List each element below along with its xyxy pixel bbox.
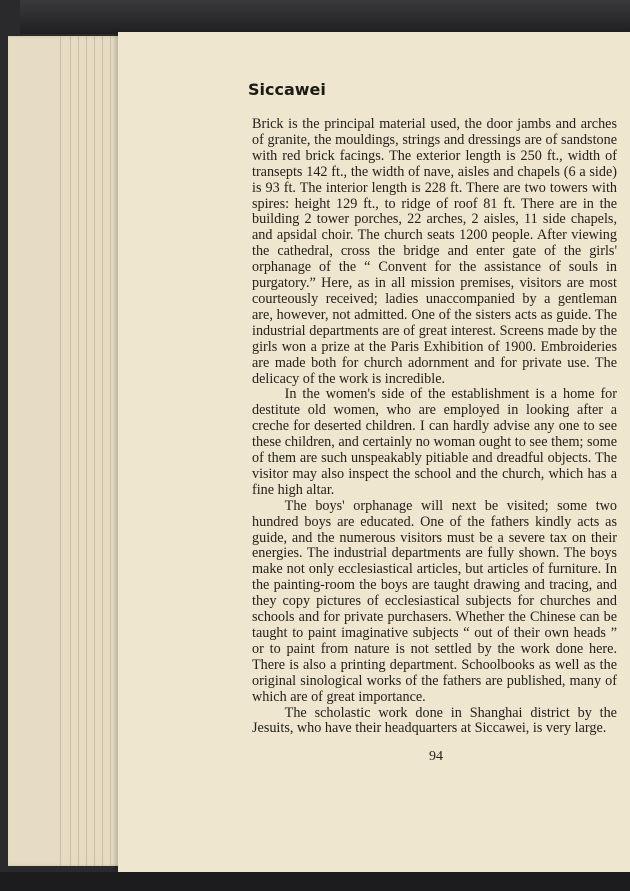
paragraph: Brick is the principal material used, the door jambs and arches of granite, the mouldings, strings and dressings are of sandstone with red brick facings. The exterior length is 250 ft., width of transepts 142 ft., the width of nave, aisles and chapels (6 a side) is 93 ft. The interior length is 228 ft. There are two towers with spires: height 129 ft., to ridge of roof 81 ft. There are in the building 2 tower porches, 22 arches, 2 aisles, 11 side chapels, and apsidal choir. The church seats 1200 people. After viewing the cathedral, cross the bridge and enter gate of the girls' orphanage of the “ Convent for the assistance of souls in purgatory.” Here, as in all mission premises, visitors are most courteously received; ladies unaccompanied by a gentleman are, however, not admitted. One of the sisters acts as guide. The industrial departments are of great interest. Screens made by the girls won a prize at the Paris Exhibition of 1900. Embroideries are made both for church adornment and for private use. The delicacy of the work is incredible. <box>252 116 617 387</box>
page-number: 94 <box>429 749 443 764</box>
page-edge-line <box>110 36 111 866</box>
book-binding <box>20 0 630 34</box>
page-edge-line <box>94 36 95 866</box>
paragraph: The boys' orphanage will next be visited; some two hundred boys are educated. One of the fathers kindly acts as guide, and the numerous visitors must be a severe tax on their energies. The industrial departments are fully shown. The boys make not only ecclesiastical articles, but articles of furniture. In the painting-room the boys are taught drawing and tracing, and they copy pictures of ecclesiastical subjects for churches and schools and for private purchasers. Whether the Chinese can be taught to paint imaginative subjects “ out of their own heads ” or to paint from nature is not settled by the work done here. There is also a printing department. Schoolbooks as well as the original sinological works of the fathers are published, many of which are of great importance. <box>252 497 617 705</box>
page-edge-line <box>70 36 71 866</box>
page-heading: Siccawei <box>248 80 326 99</box>
body-text <box>252 117 617 737</box>
page-edge-line <box>78 36 79 866</box>
page-edge-line <box>86 36 87 866</box>
scan-background <box>0 872 630 891</box>
page-edge-line <box>60 36 61 866</box>
paragraph: The scholastic work done in Shanghai district by the Jesuits, who have their headquarters at Siccawei, is very large. <box>252 704 617 737</box>
paragraph: In the women's side of the establishment is a home for destitute old women, who are employed in looking after a creche for deserted children. I can hardly advise any one to see these children, and certainly no woman ought to see them; some of them are such unspeakably pitiable and dreadful objects. The visitor may also inspect the school and the church, which has a fine high altar. <box>252 386 617 498</box>
page-edge-line <box>102 36 103 866</box>
